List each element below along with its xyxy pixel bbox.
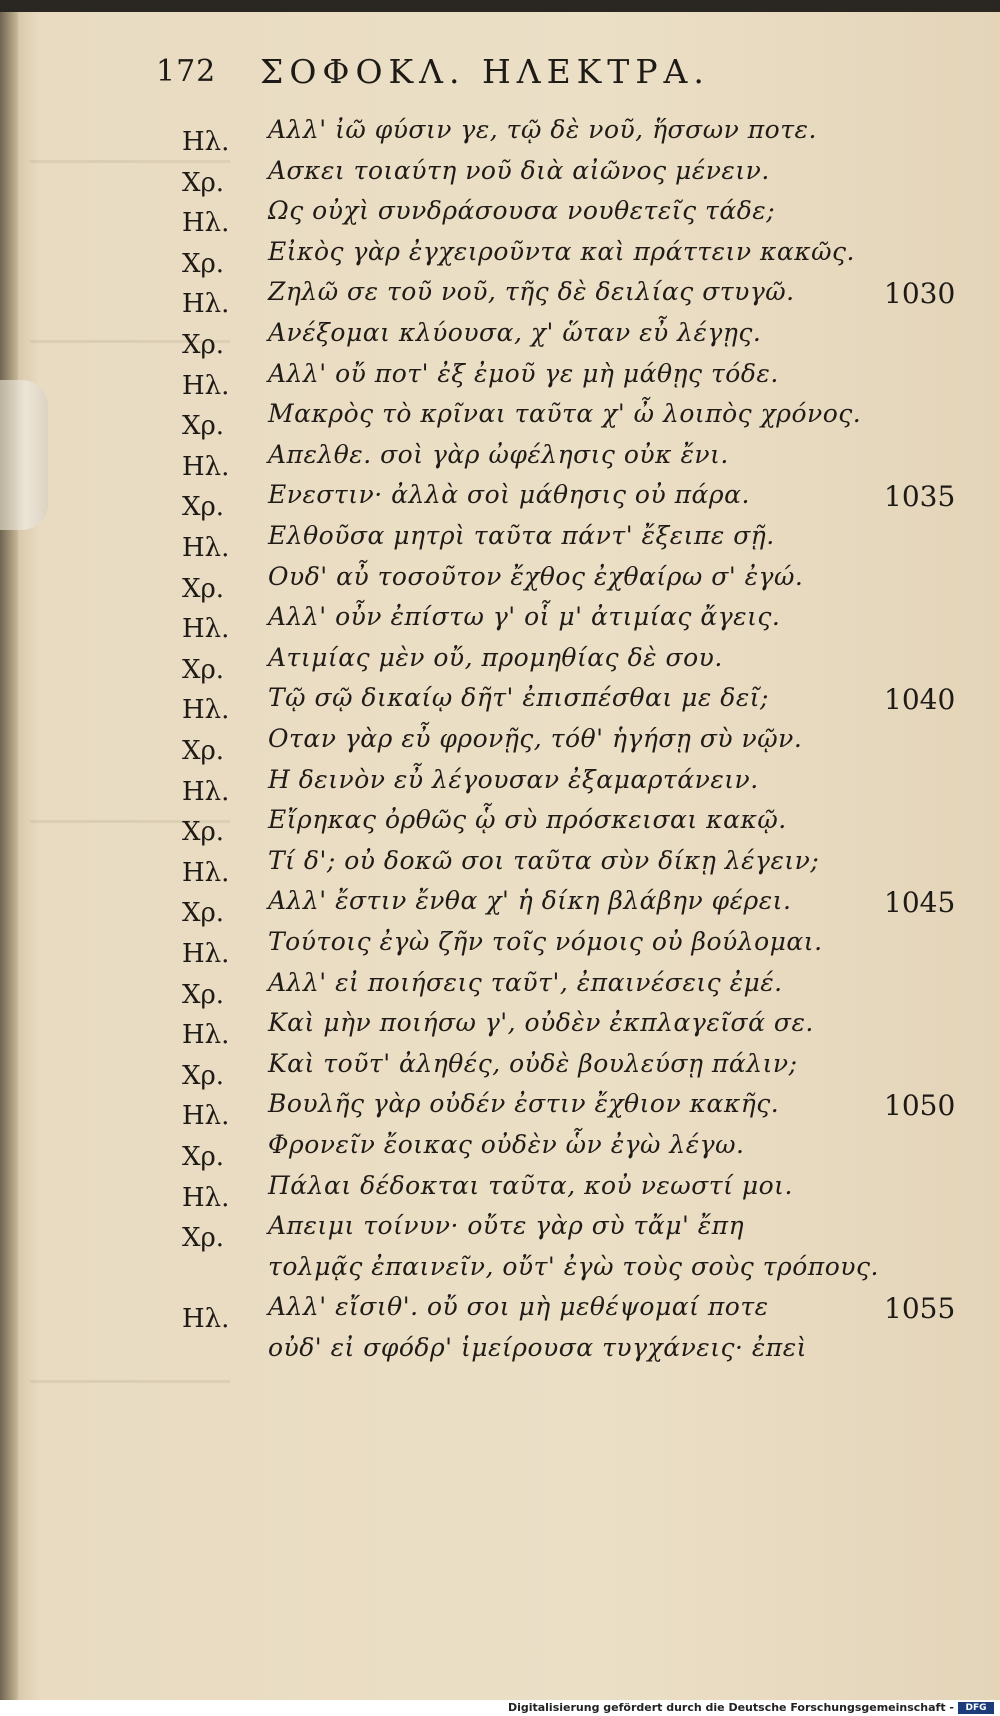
verse-line: Ζηλῶ σε τοῦ νοῦ, τῆς δὲ δειλίας στυγῶ. [268,277,795,307]
verse-line: Καὶ μὴν ποιήσω γ', οὐδὲν ἐκπλαγεῖσά σε. [268,1008,814,1038]
speaker-label: Ηλ. [182,776,230,807]
verse-row [0,156,1000,196]
bleed-through [30,1380,230,1383]
verse-row [0,440,1000,480]
speaker-label: Ηλ. [182,451,230,482]
verse-line: Αλλ' οὔ ποτ' ἐξ ἐμοῦ γε μὴ μάθῃς τόδε. [268,358,779,388]
speaker-label: Ηλ. [182,614,230,645]
verse-row [0,968,1000,1008]
verse-row [0,643,1000,683]
footer-credit: Digitalisierung gefördert durch die Deutsche Forschungsgemeinschaft - [507,1701,954,1714]
verse-line: Η δεινὸν εὖ λέγουσαν ἐξαμαρτάνειν. [268,764,759,794]
speaker-label: Χρ. [182,1060,225,1091]
verse-row [0,115,1000,155]
verse-line: Αλλ' εἴσιθ'. οὔ σοι μὴ μεθέψομαί ποτε [268,1292,769,1322]
verse-line: Αλλ' εἰ ποιήσεις ταῦτ', ἐπαινέσεις ἐμέ. [268,967,783,997]
verse-row [0,1089,1000,1132]
verse-row [0,1171,1000,1211]
verse-row [0,1130,1000,1170]
verse-line: Τῷ σῷ δικαίῳ δῆτ' ἐπισπέσθαι με δεῖ; [268,683,769,713]
speaker-label: Χρ. [182,817,225,848]
verse-line: τολμᾷς ἐπαινεῖν, οὔτ' ἐγὼ τοὺς σοὺς τρόπους. [268,1251,879,1281]
verse-line: Ενεστιν· ἀλλὰ σοὶ μάθησις οὐ πάρα. [268,480,750,510]
speaker-label: Ηλ. [182,1304,230,1335]
verse-row [0,1211,1000,1254]
page-number: 172 [156,54,217,89]
line-number: 1030 [884,277,956,311]
verse-row [0,359,1000,399]
verse-line: Ασκει τοιαύτη νοῦ διὰ αἰῶνος μένειν. [268,155,770,185]
verse-row [0,683,1000,726]
verse-row [0,521,1000,561]
speaker-label: Ηλ. [182,533,230,563]
speaker-label: Ηλ. [182,1020,230,1051]
speaker-label: Χρ. [182,1142,225,1172]
verse-row [0,277,1000,320]
verse-row [0,1333,1000,1373]
verse-row [0,318,1000,358]
verse-line: Εἴρηκας ὀρθῶς ᾧ σὺ πρόσκεισαι κακῷ. [268,805,787,835]
verse-line: Ελθοῦσα μητρὶ ταῦτα πάντ' ἔξειπε σῇ. [268,521,775,550]
verse-line: οὐδ' εἰ σφόδρ' ἱμείρουσα τυγχάνεις· ἐπεὶ [268,1333,807,1362]
dfg-logo-icon: DFG [958,1702,994,1714]
verse-line: Ανέξομαι κλύουσα, χ' ὥταν εὖ λέγῃς. [268,318,762,347]
verse-line: Αλλ' ἰῶ φύσιν γε, τῷ δὲ νοῦ, ἥσσων ποτε. [268,115,817,144]
speaker-label: Χρ. [182,654,225,685]
verse-row [0,602,1000,645]
verse-row [0,562,1000,602]
speaker-label: Ηλ. [182,208,230,239]
verse-row [0,805,1000,848]
speaker-label: Ηλ. [182,939,230,969]
verse-line: Αλλ' οὖν ἐπίστω γ' οἷ μ' ἀτιμίας ἄγεις. [268,602,781,632]
speaker-label: Χρ. [182,736,225,766]
line-number: 1045 [884,886,956,920]
speaker-label: Χρ. [182,573,225,604]
speaker-label: Χρ. [182,898,225,929]
verse-line: Μακρὸς τὸ κρῖναι ταῦτα χ' ὦ λοιπὸς χρόνος. [268,399,862,429]
speaker-label: Χρ. [182,1223,225,1254]
verse-row [0,237,1000,277]
verse-line: Τούτοις ἐγὼ ζῆν τοῖς νόμοις οὐ βούλομαι. [268,927,823,956]
speaker-label: Ηλ. [182,370,230,401]
verse-row [0,1292,1000,1335]
verse-line: Απελθε. σοὶ γὰρ ὠφέλησις οὐκ ἔνι. [268,439,729,469]
speaker-label: Ηλ. [182,289,230,320]
verse-row [0,1008,1000,1051]
verse-line: Ουδ' αὖ τοσοῦτον ἔχθος ἐχθαίρω σ' ἐγώ. [268,561,804,591]
speaker-label: Ηλ. [182,857,230,888]
verse-line: Βουλῆς γὰρ οὐδέν ἐστιν ἔχθιον κακῆς. [268,1089,780,1119]
verse-line: Εἰκὸς γὰρ ἐγχειροῦντα καὶ πράττειν κακῶς. [268,236,856,266]
verse-line: Ως οὐχὶ συνδράσουσα νουθετεῖς τάδε; [268,196,776,226]
verse-row [0,196,1000,239]
speaker-label: Χρ. [182,492,225,523]
verse-row [0,724,1000,764]
speaker-label: Ηλ. [182,1182,230,1213]
line-number: 1055 [884,1292,956,1326]
line-number: 1050 [884,1089,956,1123]
verse-line: Καὶ τοῦτ' ἀληθές, οὐδὲ βουλεύσῃ πάλιν; [268,1048,798,1078]
speaker-label: Χρ. [182,979,225,1010]
verse-line: Τί δ'; οὐ δοκῶ σοι ταῦτα σὺν δίκῃ λέγειν; [268,845,820,875]
verse-row [0,886,1000,929]
speaker-label: Χρ. [182,330,225,360]
verse-line: Οταν γὰρ εὖ φρονῇς, τόθ' ἡγήσῃ σὺ νῷν. [268,724,803,753]
verse-row [0,480,1000,523]
speaker-label: Ηλ. [182,127,230,157]
running-title: ΣΟΦΟΚΛ. ΗΛΕΚΤΡΑ. [260,52,710,91]
speaker-label: Χρ. [182,167,225,198]
verse-line: Ατιμίας μὲν οὔ, προμηθίας δὲ σου. [268,642,723,672]
verse-line: Φρονεῖν ἔοικας οὐδὲν ὧν ἐγὼ λέγω. [268,1130,745,1159]
verse-row [0,1049,1000,1089]
verse-row [0,1252,1000,1292]
speaker-label: Χρ. [182,411,225,442]
speaker-label: Χρ. [182,248,225,279]
speaker-label: Ηλ. [182,695,230,726]
line-number: 1040 [884,683,956,717]
verse-line: Πάλαι δέδοκται ταῦτα, κοὐ νεωστί μοι. [268,1170,793,1200]
speaker-label: Ηλ. [182,1101,230,1132]
footer-bar [0,1700,1000,1716]
verse-row [0,765,1000,805]
line-number: 1035 [884,480,956,514]
verse-row [0,927,1000,967]
verse-row [0,846,1000,886]
verse-line: Αλλ' ἔστιν ἔνθα χ' ἡ δίκη βλάβην φέρει. [268,886,792,916]
verse-row [0,399,1000,442]
verse-line: Απειμι τοίνυν· οὔτε γὰρ σὺ τἄμ' ἔπη [268,1211,745,1241]
